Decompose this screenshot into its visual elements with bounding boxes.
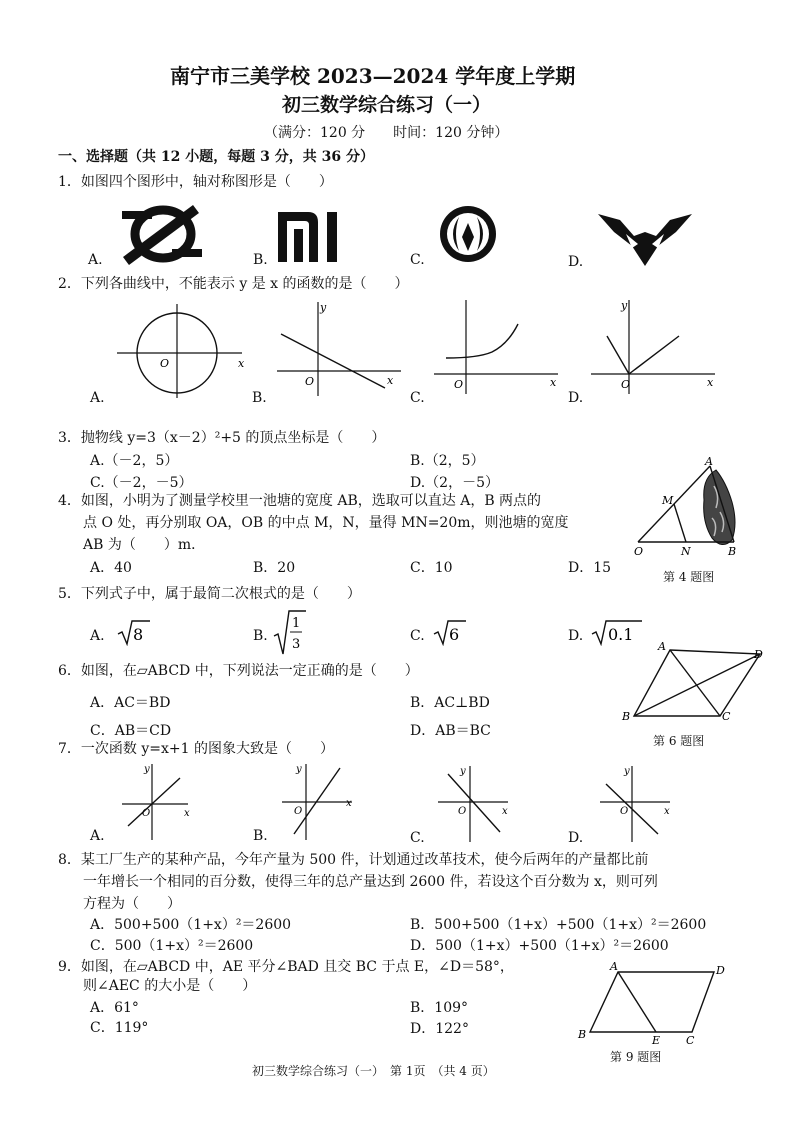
q8-option-d: D．500（1+x）+500（1+x）²＝2600 xyxy=(410,938,669,954)
q7-a-y-label: y xyxy=(144,764,150,775)
q9-option-a: A．61° xyxy=(90,1000,139,1016)
q4-label-m: M xyxy=(662,494,674,507)
q6-option-d: D．AB＝BC xyxy=(410,723,491,739)
q5-option-a-label: A. xyxy=(90,628,105,644)
q9-label-b: B xyxy=(578,1028,587,1041)
page-subtitle: 初三数学综合练习（一） xyxy=(282,94,492,116)
q9-option-b: B．109° xyxy=(410,1000,469,1016)
q5-radical-c xyxy=(432,618,472,646)
q7-graph-a xyxy=(118,760,198,842)
q2-b-y-label: y xyxy=(320,301,327,314)
q1-option-b-label: B. xyxy=(253,252,268,268)
question-3-stem: 3．抛物线 y=3（x－2）²+5 的顶点坐标是（ ） xyxy=(58,430,386,446)
q4-option-c: C．10 xyxy=(410,560,453,576)
q3-option-b: B.（2，5） xyxy=(410,453,485,469)
q2-d-x-label: x xyxy=(707,376,714,389)
page-title: 南宁市三美学校 2023—2024 学年度上学期 xyxy=(170,64,576,88)
q4-label-n: N xyxy=(681,545,691,558)
q6-label-a: A xyxy=(658,640,666,653)
q3-option-d: D.（2，－5） xyxy=(410,475,499,491)
q5-radicand-b-den: 3 xyxy=(292,637,301,652)
q4-option-a: A．40 xyxy=(90,560,132,576)
q7-graph-b xyxy=(280,760,360,842)
q1-option-d-label: D. xyxy=(568,254,584,270)
q9-label-d: D xyxy=(716,964,725,977)
q7-b-x-label: x xyxy=(346,798,352,809)
q4-pond-figure xyxy=(628,456,744,562)
q2-c-x-label: x xyxy=(550,376,557,389)
q9-label-c: C xyxy=(686,1034,695,1046)
q4-label-a: A xyxy=(705,456,713,468)
q5-radical-b xyxy=(272,608,312,656)
q4-label-b: B xyxy=(728,545,737,558)
question-8-stem-line3: 方程为（ ） xyxy=(83,896,181,912)
q5-option-d-label: D. xyxy=(568,628,584,644)
q5-radicand-d: 0.1 xyxy=(608,625,634,644)
q7-a-x-label: x xyxy=(184,808,190,819)
question-9-stem-line1: 9．如图，在▱ABCD 中，AE 平分∠BAD 且交 BC 于点 E，∠D＝58°， xyxy=(58,959,514,975)
q3-option-a: A.（－2，5） xyxy=(90,453,179,469)
circular-emblem-icon xyxy=(437,203,499,265)
section-heading: 一、选择题（共 12 小题，每题 3 分，共 36 分） xyxy=(58,149,374,165)
q5-radicand-c: 6 xyxy=(449,625,460,644)
q2-a-x-label: x xyxy=(238,357,245,370)
question-4-stem-line1: 4．如图，小明为了测量学校里一池塘的宽度 AB，选取可以直达 A，B 两点的 xyxy=(58,493,542,509)
question-5-stem: 5．下列式子中，属于最简二次根式的是（ ） xyxy=(58,586,361,602)
q4-figure-caption: 第 4 题图 xyxy=(663,570,715,584)
q2-d-y-label: y xyxy=(621,299,628,312)
q5-radicand-b-num: 1 xyxy=(292,616,301,631)
q7-c-x-label: x xyxy=(502,806,508,817)
q2-option-d-label: D. xyxy=(568,390,584,406)
question-1-stem: 1．如图四个图形中，轴对称图形是（ ） xyxy=(58,174,333,190)
q2-option-b-label: B. xyxy=(252,390,267,406)
q7-option-d-label: D. xyxy=(568,830,584,846)
question-4-stem-line3: AB 为（ ）m． xyxy=(83,537,206,553)
q7-d-x-label: x xyxy=(664,806,670,817)
q2-option-c-label: C. xyxy=(410,390,425,406)
page-footer: 初三数学综合练习（一） 第 1页 （共 4 页） xyxy=(252,1064,495,1078)
q9-option-d: D．122° xyxy=(410,1021,469,1037)
q6-label-d: D xyxy=(754,648,763,661)
q2-graph-a-circle xyxy=(112,300,252,400)
q9-option-c: C．119° xyxy=(90,1020,149,1036)
q7-option-a-label: A. xyxy=(90,828,105,844)
q7-c-origin-label: O xyxy=(458,806,467,817)
q2-graph-d-polyline xyxy=(587,296,722,396)
q2-b-origin-label: O xyxy=(305,375,315,388)
q7-option-b-label: B. xyxy=(253,828,268,844)
q7-d-origin-label: O xyxy=(620,806,629,817)
q6-label-c: C xyxy=(722,710,731,723)
q7-c-y-label: y xyxy=(460,766,466,777)
q3-option-c: C.（－2，－5） xyxy=(90,475,193,491)
q7-graph-c xyxy=(436,762,516,844)
q9-label-a: A xyxy=(610,960,618,973)
q4-option-d: D．15 xyxy=(568,560,612,576)
q9-parallelogram-figure xyxy=(574,958,734,1046)
q4-label-o: O xyxy=(634,545,644,558)
q2-b-x-label: x xyxy=(387,374,394,387)
question-8-stem-line1: 8．某工厂生产的某种产品，今年产量为 500 件，计划通过改革技术，使今后两年的产量都比前 xyxy=(58,852,649,868)
q6-parallelogram-figure xyxy=(618,640,768,726)
question-8-stem-line2: 一年增长一个相同的百分数，使得三年的总产量达到 2600 件，若设这个百分数为 x，则可列 xyxy=(83,874,658,890)
q5-radicand-a: 8 xyxy=(133,625,144,644)
q6-option-a: A．AC＝BD xyxy=(90,695,171,711)
q5-option-c-label: C. xyxy=(410,628,425,644)
q7-graph-d xyxy=(598,762,678,844)
question-6-stem: 6．如图，在▱ABCD 中，下列说法一定正确的是（ ） xyxy=(58,663,419,679)
q1-option-c-label: C. xyxy=(410,252,425,268)
q2-c-origin-label: O xyxy=(454,378,464,391)
q6-option-b: B．AC⊥BD xyxy=(410,695,490,711)
q9-label-e: E xyxy=(652,1034,661,1046)
q4-option-b: B．20 xyxy=(253,560,296,576)
q1-option-a-label: A. xyxy=(88,252,103,268)
q8-option-c: C．500（1+x）²＝2600 xyxy=(90,938,254,954)
score-time-info: （满分：120 分 时间：120 分钟） xyxy=(264,125,509,141)
q2-d-origin-label: O xyxy=(621,378,631,391)
q7-d-y-label: y xyxy=(624,766,630,777)
question-7-stem: 7．一次函数 y=x+1 的图象大致是（ ） xyxy=(58,741,334,757)
q2-graph-b-line xyxy=(273,298,408,398)
q7-a-origin-label: O xyxy=(142,808,151,819)
q7-b-origin-label: O xyxy=(294,806,303,817)
question-4-stem-line2: 点 O 处，再分别取 OA，OB 的中点 M，N，量得 MN=20m，则池塘的宽度 xyxy=(83,515,569,531)
q6-option-c: C．AB＝CD xyxy=(90,723,172,739)
q9-figure-caption: 第 9 题图 xyxy=(610,1050,662,1064)
q5-option-b-label: B. xyxy=(253,628,268,644)
q7-option-c-label: C. xyxy=(410,830,425,846)
q2-graph-c-curve xyxy=(430,296,565,396)
question-9-stem-line2: 则∠AEC 的大小是（ ） xyxy=(83,978,257,994)
slashed-circle-logo-icon xyxy=(118,203,208,265)
q8-option-a: A．500+500（1+x）²＝2600 xyxy=(90,917,292,933)
q6-figure-caption: 第 6 题图 xyxy=(653,734,705,748)
question-2-stem: 2．下列各曲线中，不能表示 y 是 x 的函数的是（ ） xyxy=(58,276,409,292)
q8-option-b: B．500+500（1+x）+500（1+x）²＝2600 xyxy=(410,917,707,933)
q2-a-origin-label: O xyxy=(160,357,170,370)
winged-v-logo-icon xyxy=(596,210,694,268)
mi-logo-icon xyxy=(278,212,340,262)
q5-radical-a xyxy=(116,618,156,646)
q2-option-a-label: A. xyxy=(90,390,105,406)
q6-label-b: B xyxy=(622,710,631,723)
q7-b-y-label: y xyxy=(296,764,302,775)
